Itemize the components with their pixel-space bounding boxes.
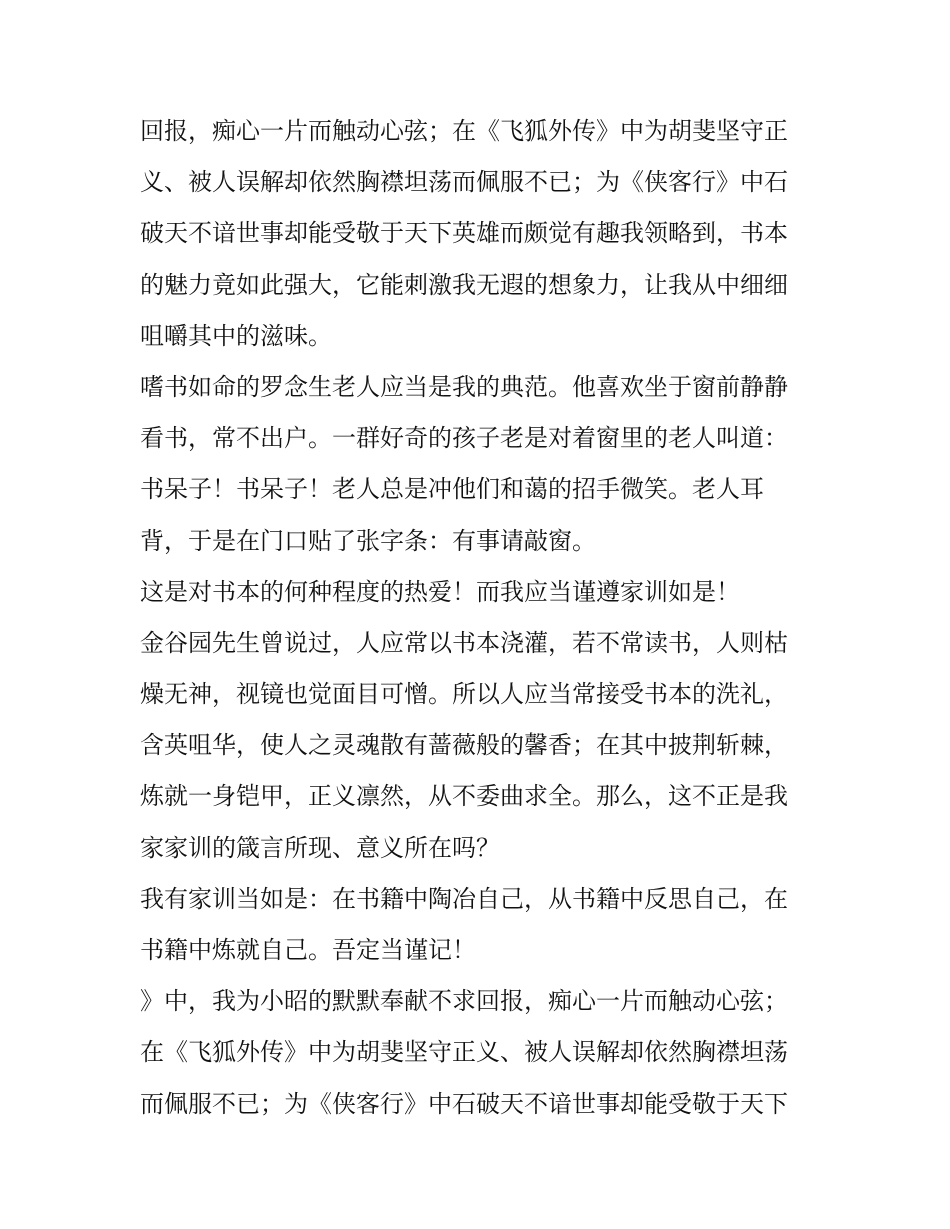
text-line: 含英咀华，使人之灵魂散有蔷薇般的馨香；在其中披荆斩棘， <box>140 731 788 760</box>
text-line: 我有家训当如是：在书籍中陶冶自己，从书籍中反思自己，在 <box>140 884 788 913</box>
text-line: 书呆子！书呆子！老人总是冲他们和蔼的招手微笑。老人耳 <box>140 475 764 504</box>
text-line: 义、被人误解却依然胸襟坦荡而佩服不已；为《侠客行》中石 <box>140 168 788 197</box>
body-text <box>140 106 820 1130</box>
text-line: 》中，我为小昭的默默奉献不求回报，痴心一片而触动心弦； <box>140 987 788 1016</box>
text-line: 看书，常不出户。一群好奇的孩子老是对着窗里的老人叫道： <box>140 424 788 453</box>
text-line: 的魅力竟如此强大，它能刺激我无遐的想象力，让我从中细细 <box>140 270 788 299</box>
text-line: 炼就一身铠甲，正义凛然，从不委曲求全。那么，这不正是我 <box>140 782 788 811</box>
text-line: 而佩服不已；为《侠客行》中石破天不谙世事却能受敬于天下 <box>140 1089 788 1118</box>
text-line: 家家训的箴言所现、意义所在吗？ <box>140 833 500 862</box>
text-line: 书籍中炼就自己。吾定当谨记！ <box>140 936 476 964</box>
text-line: 这是对书本的何种程度的热爱！而我应当谨遵家训如是！ <box>140 577 740 606</box>
text-line: 金谷园先生曾说过，人应常以书本浇灌，若不常读书，人则枯 <box>140 628 788 657</box>
text-line: 燥无神，视镜也觉面目可憎。所以人应当常接受书本的洗礼， <box>140 680 788 709</box>
text-line: 在《飞狐外传》中为胡斐坚守正义、被人误解却依然胸襟坦荡 <box>140 1038 788 1067</box>
text-line: 咀嚼其中的滋味。 <box>140 321 332 350</box>
text-line: 回报，痴心一片而触动心弦；在《飞狐外传》中为胡斐坚守正 <box>140 117 788 145</box>
text-line: 背，于是在门口贴了张字条：有事请敲窗。 <box>140 526 596 555</box>
text-line: 破天不谙世事却能受敬于天下英雄而颇觉有趣我领略到，书本 <box>140 219 788 248</box>
text-line: 嗜书如命的罗念生老人应当是我的典范。他喜欢坐于窗前静静 <box>140 372 788 401</box>
